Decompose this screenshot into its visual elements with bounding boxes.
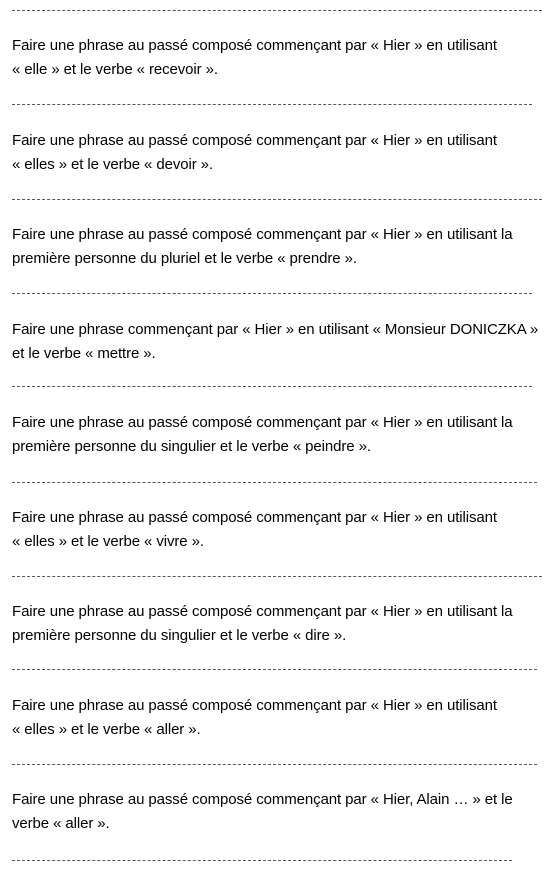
exercise-6 [12, 506, 552, 554]
exercise-8 [12, 694, 552, 742]
exercise-2-line-1: Faire une phrase au passé composé commençant par « Hier » en utilisant [12, 132, 497, 149]
exercise-4-line-1: Faire une phrase commençant par « Hier » en utilisant « Monsieur DONICZKA » [12, 321, 539, 338]
exercise-2 [12, 129, 552, 177]
answer-line [12, 293, 532, 294]
exercise-3-line-2: première personne du pluriel et le verbe « prendre ». [12, 250, 357, 267]
exercise-6-line-2: « elles » et le verbe « vivre ». [12, 533, 204, 550]
exercise-9-line-2: verbe « aller ». [12, 815, 110, 832]
exercise-8-line-2: « elles » et le verbe « aller ». [12, 721, 201, 738]
answer-line [12, 669, 537, 670]
exercise-1-line-2: « elle » et le verbe « recevoir ». [12, 61, 218, 78]
exercise-7-line-2: première personne du singulier et le verbe « dire ». [12, 627, 347, 644]
exercise-5 [12, 411, 552, 459]
answer-line [12, 764, 537, 765]
answer-line [12, 199, 542, 200]
exercise-1 [12, 34, 552, 82]
exercise-2-line-2: « elles » et le verbe « devoir ». [12, 156, 213, 173]
exercise-4-line-2: et le verbe « mettre ». [12, 345, 156, 362]
answer-line [12, 386, 532, 387]
exercise-9 [12, 788, 552, 836]
answer-line [12, 860, 512, 861]
exercise-5-line-1: Faire une phrase au passé composé commençant par « Hier » en utilisant la [12, 414, 513, 431]
exercise-1-line-1: Faire une phrase au passé composé commençant par « Hier » en utilisant [12, 37, 497, 54]
exercise-3-line-1: Faire une phrase au passé composé commençant par « Hier » en utilisant la [12, 226, 513, 243]
answer-line [12, 10, 542, 11]
exercise-7-line-1: Faire une phrase au passé composé commençant par « Hier » en utilisant la [12, 603, 513, 620]
exercise-7 [12, 600, 552, 648]
exercise-6-line-1: Faire une phrase au passé composé commençant par « Hier » en utilisant [12, 509, 497, 526]
exercise-3 [12, 223, 552, 271]
answer-line [12, 104, 532, 105]
exercise-9-line-1: Faire une phrase au passé composé commençant par « Hier, Alain … » et le [12, 791, 513, 808]
exercise-4 [12, 318, 552, 366]
exercise-5-line-2: première personne du singulier et le verbe « peindre ». [12, 438, 371, 455]
answer-line [12, 576, 542, 577]
answer-line [12, 482, 537, 483]
exercise-8-line-1: Faire une phrase au passé composé commençant par « Hier » en utilisant [12, 697, 497, 714]
